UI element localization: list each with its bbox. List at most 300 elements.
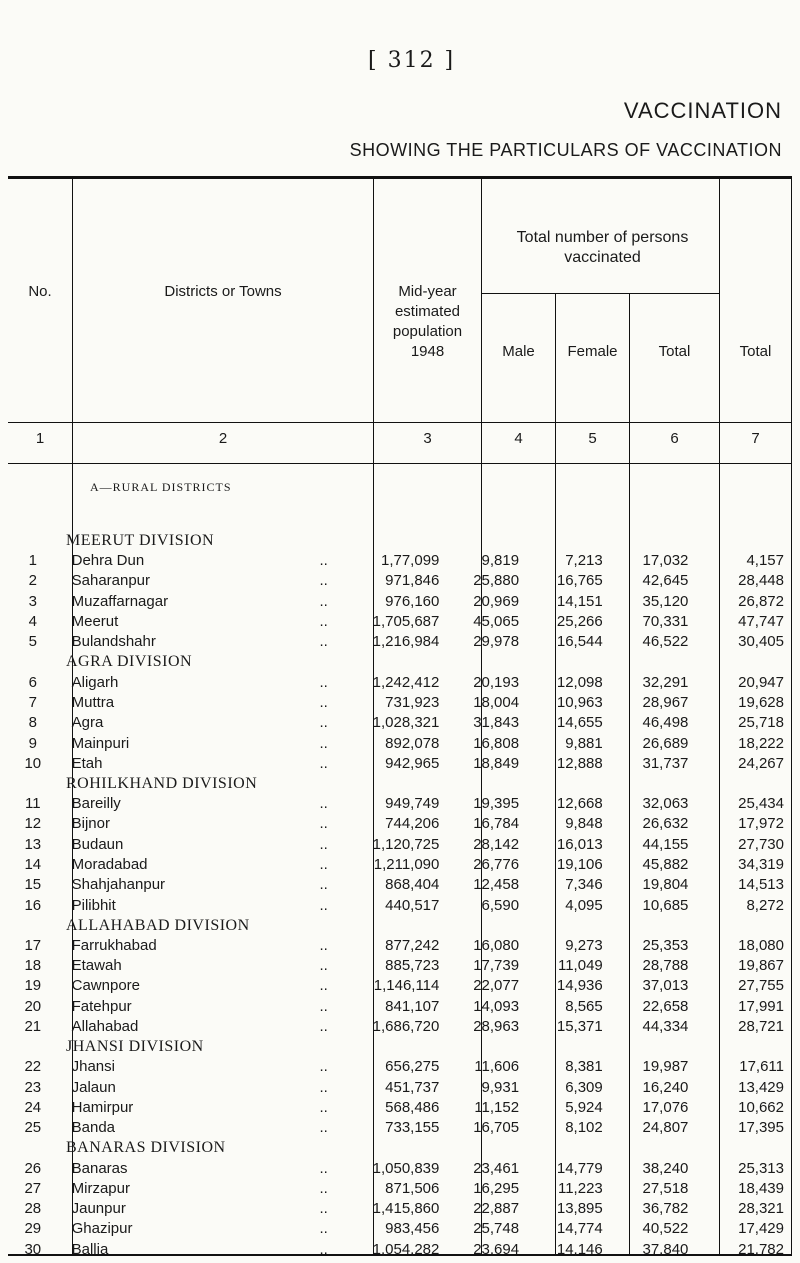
leader-dots: .. <box>319 633 328 651</box>
male-cell: 11,606 <box>474 1058 520 1076</box>
total-cell: 38,240 <box>642 1159 689 1177</box>
table-row <box>8 1017 792 1037</box>
male-cell: 45,065 <box>473 613 520 631</box>
population-cell: 744,206 <box>385 815 440 833</box>
district-name <box>58 895 332 915</box>
table-row <box>8 733 792 753</box>
total-7-cell: 14,513 <box>738 876 784 894</box>
female-cell: 14,151 <box>556 592 603 610</box>
male-cell: 23,694 <box>473 1240 520 1258</box>
row-number: 6 <box>28 673 37 691</box>
colnum-1: 1 <box>35 430 45 447</box>
total-7-cell: 30,405 <box>738 633 784 651</box>
table-row <box>8 936 792 956</box>
total-7-cell: 47,747 <box>738 613 784 631</box>
table-row <box>8 956 792 976</box>
district-label: Jalaun <box>71 1078 116 1096</box>
total-7-cell: 18,080 <box>738 936 784 954</box>
district-name <box>58 956 332 976</box>
district-label: Banda <box>71 1119 115 1137</box>
table-row <box>8 754 792 774</box>
female-cell: 16,013 <box>556 835 603 853</box>
district-label: Jhansi <box>71 1058 115 1076</box>
leader-dots: .. <box>319 552 328 570</box>
population-cell: 1,146,114 <box>373 977 440 995</box>
total-cell: 36,782 <box>642 1200 689 1218</box>
total-7-cell: 28,321 <box>738 1200 784 1218</box>
total-cell: 32,291 <box>642 673 689 691</box>
female-cell: 7,346 <box>565 876 603 894</box>
leader-dots: .. <box>319 734 328 752</box>
district-label: Banaras <box>71 1159 128 1177</box>
row-number: 22 <box>24 1058 42 1076</box>
district-label: Muttra <box>71 693 115 711</box>
leader-dots: .. <box>319 957 328 975</box>
table-row <box>8 814 792 834</box>
female-cell: 14,146 <box>556 1240 603 1258</box>
total-cell: 26,632 <box>642 815 689 833</box>
population-cell: 1,242,412 <box>372 673 440 691</box>
leader-dots: .. <box>319 876 328 894</box>
table-row <box>8 794 792 814</box>
district-name <box>58 814 332 834</box>
division-heading: BANARAS DIVISION <box>66 1139 226 1157</box>
population-cell: 1,686,720 <box>372 1018 440 1036</box>
row-number: 11 <box>25 795 41 813</box>
table-row <box>8 632 792 652</box>
table-row <box>8 855 792 875</box>
colnum-3: 3 <box>423 430 432 447</box>
leader-dots: .. <box>319 835 328 853</box>
female-cell: 12,668 <box>556 795 603 813</box>
row-number: 10 <box>24 754 42 772</box>
colnum-rule <box>8 463 792 464</box>
female-cell: 14,774 <box>556 1220 603 1238</box>
total-7-cell: 17,991 <box>738 997 784 1015</box>
header-rule <box>8 422 792 423</box>
total-7-cell: 4,157 <box>746 552 784 570</box>
total-7-cell: 21,782 <box>738 1240 784 1258</box>
total-cell: 27,518 <box>642 1179 689 1197</box>
district-name <box>58 835 332 855</box>
district-name <box>58 1118 332 1138</box>
total-7-cell: 25,313 <box>738 1159 784 1177</box>
colnum-5: 5 <box>588 430 597 447</box>
population-cell: 983,456 <box>385 1220 440 1238</box>
male-cell: 22,077 <box>473 977 520 995</box>
page-title: VACCINATION <box>623 98 782 123</box>
total-cell: 19,804 <box>642 876 689 894</box>
district-name <box>58 571 332 591</box>
row-number: 23 <box>24 1078 42 1096</box>
male-cell: 18,849 <box>473 754 520 772</box>
total-7-cell: 27,730 <box>738 835 784 853</box>
male-cell: 20,193 <box>473 673 520 691</box>
district-name <box>58 733 332 753</box>
male-cell: 26,776 <box>473 856 520 873</box>
male-cell: 29,978 <box>473 633 520 651</box>
district-label: Cawnpore <box>71 977 140 995</box>
total-cell: 35,120 <box>642 592 689 610</box>
leader-dots: .. <box>319 1200 328 1218</box>
division-heading-row <box>8 1037 792 1057</box>
header-districts: Districts or Towns <box>164 283 282 300</box>
division-heading: ROHILKHAND DIVISION <box>66 774 258 792</box>
male-cell: 9,931 <box>481 1078 520 1096</box>
table-row <box>8 612 792 632</box>
leader-dots: .. <box>319 1098 328 1116</box>
district-label: Mirzapur <box>71 1179 130 1197</box>
table-row <box>8 1158 792 1178</box>
row-number: 2 <box>28 572 37 590</box>
population-cell: 1,050,839 <box>372 1159 440 1177</box>
total-7-cell: 25,434 <box>738 795 784 813</box>
district-name <box>58 1017 332 1037</box>
population-cell: 892,078 <box>385 734 440 752</box>
total-cell: 10,685 <box>642 896 689 914</box>
table-row <box>8 875 792 895</box>
total-cell: 25,353 <box>642 936 689 954</box>
row-number: 13 <box>24 835 42 853</box>
district-label: Pilibhit <box>71 896 116 914</box>
population-cell: 949,749 <box>385 795 440 813</box>
table-row <box>8 592 792 612</box>
population-cell: 731,923 <box>385 693 440 711</box>
female-cell: 12,098 <box>556 673 603 691</box>
male-cell: 9,819 <box>481 552 520 570</box>
district-name <box>58 1098 332 1118</box>
population-cell: 1,77,099 <box>380 552 440 570</box>
male-cell: 16,080 <box>473 936 520 954</box>
total-cell: 28,967 <box>642 693 689 711</box>
leader-dots: .. <box>319 673 328 691</box>
division-heading: MEERUT DIVISION <box>66 532 215 549</box>
district-label: Muzaffarnagar <box>71 592 169 610</box>
district-label: Budaun <box>71 835 124 853</box>
male-cell: 11,152 <box>474 1098 520 1116</box>
row-number: 17 <box>24 936 42 954</box>
division-heading-row <box>8 774 792 794</box>
row-number: 8 <box>28 714 37 732</box>
female-cell: 7,213 <box>565 552 603 570</box>
district-name <box>58 693 332 713</box>
district-name <box>58 855 332 875</box>
leader-dots: .. <box>319 714 328 732</box>
district-label: Meerut <box>71 613 119 631</box>
female-cell: 19,106 <box>556 856 603 873</box>
district-name <box>58 1057 332 1077</box>
row-number: 15 <box>24 876 42 894</box>
female-cell: 11,049 <box>557 957 603 975</box>
female-cell: 16,544 <box>556 633 603 651</box>
total-7-cell: 19,628 <box>738 693 784 711</box>
district-name <box>58 1240 332 1260</box>
district-label: Ghazipur <box>71 1220 133 1238</box>
district-name <box>58 1219 332 1239</box>
district-name <box>58 1158 332 1178</box>
leader-dots: .. <box>319 1220 328 1238</box>
male-cell: 16,705 <box>473 1119 520 1137</box>
district-label: Moradabad <box>71 856 148 873</box>
male-cell: 25,748 <box>473 1220 520 1238</box>
total-cell: 26,689 <box>642 734 689 752</box>
male-cell: 18,004 <box>473 693 520 711</box>
row-number: 25 <box>24 1119 42 1137</box>
leader-dots: .. <box>319 997 328 1015</box>
colnum-7: 7 <box>751 430 760 447</box>
row-number: 4 <box>28 613 37 631</box>
total-7-cell: 18,439 <box>738 1179 784 1197</box>
page-subtitle: SHOWING THE PARTICULARS OF VACCINATION <box>349 140 782 160</box>
population-cell: 971,846 <box>385 572 440 590</box>
row-number: 20 <box>24 997 42 1015</box>
total-cell: 37,013 <box>642 977 689 995</box>
leader-dots: .. <box>319 1240 328 1258</box>
top-rule <box>8 176 792 179</box>
leader-dots: .. <box>319 754 328 772</box>
population-cell: 871,506 <box>385 1179 440 1197</box>
district-name <box>58 754 332 774</box>
header-male: Male <box>502 343 535 360</box>
male-cell: 17,739 <box>473 957 520 975</box>
leader-dots: .. <box>319 977 328 995</box>
table-row <box>8 1240 792 1260</box>
table-row <box>8 713 792 733</box>
female-cell: 9,881 <box>565 734 603 752</box>
leader-dots: .. <box>319 795 328 813</box>
total-7-cell: 27,755 <box>738 977 784 995</box>
district-name <box>58 794 332 814</box>
total-cell: 16,240 <box>642 1078 689 1096</box>
leader-dots: .. <box>319 1058 328 1076</box>
population-cell: 568,486 <box>385 1098 440 1116</box>
header-total: Total <box>658 343 691 360</box>
leader-dots: .. <box>319 815 328 833</box>
district-label: Aligarh <box>71 673 119 691</box>
division-heading: JHANSI DIVISION <box>66 1038 204 1056</box>
leader-dots: .. <box>319 1119 328 1137</box>
district-label: Bulandshahr <box>71 633 156 651</box>
female-cell: 10,963 <box>556 693 603 711</box>
total-cell: 22,658 <box>642 997 689 1015</box>
population-cell: 868,404 <box>385 876 440 894</box>
female-cell: 9,273 <box>565 936 603 954</box>
table-row <box>8 1118 792 1138</box>
row-number: 19 <box>24 977 42 995</box>
row-number: 29 <box>24 1220 42 1238</box>
district-name <box>58 936 332 956</box>
division-heading: ALLAHABAD DIVISION <box>66 916 250 934</box>
female-cell: 25,266 <box>556 613 603 631</box>
division-heading-row <box>8 1138 792 1158</box>
population-cell: 885,723 <box>385 957 440 975</box>
leader-dots: .. <box>319 896 328 914</box>
female-cell: 8,381 <box>565 1058 603 1076</box>
total-cell: 24,807 <box>642 1119 689 1137</box>
colnum-6: 6 <box>670 430 679 447</box>
district-name <box>58 672 332 692</box>
female-cell: 14,779 <box>556 1159 603 1177</box>
table-row <box>8 1199 792 1219</box>
female-cell: 14,936 <box>556 977 603 995</box>
male-cell: 6,590 <box>481 896 520 914</box>
male-cell: 16,295 <box>473 1179 520 1197</box>
total-7-cell: 26,872 <box>738 592 784 610</box>
header-population-line2: estimated <box>394 303 461 320</box>
row-number: 9 <box>28 734 37 752</box>
header-female: Female <box>567 343 618 360</box>
female-cell: 8,565 <box>565 997 603 1015</box>
total-cell: 40,522 <box>642 1220 689 1238</box>
district-name <box>58 612 332 632</box>
population-cell: 440,517 <box>385 896 440 914</box>
division-heading-row <box>8 652 792 672</box>
district-label: Hamirpur <box>71 1098 134 1116</box>
population-cell: 1,216,984 <box>372 633 440 651</box>
district-name <box>58 551 332 571</box>
row-number: 5 <box>28 633 37 651</box>
row-number: 16 <box>24 896 42 914</box>
population-cell: 877,242 <box>385 936 440 954</box>
table-row <box>8 1057 792 1077</box>
total-7-cell: 28,721 <box>738 1018 784 1036</box>
district-label: Allahabad <box>71 1018 139 1036</box>
district-label: Shahjahanpur <box>71 876 166 894</box>
district-label: Saharanpur <box>71 572 151 590</box>
total-7-cell: 28,448 <box>738 572 784 590</box>
total-7-cell: 20,947 <box>738 673 784 691</box>
male-cell: 23,461 <box>473 1159 520 1177</box>
header-population-line3: population <box>392 323 463 340</box>
row-number: 1 <box>28 552 37 570</box>
table-row <box>8 1219 792 1239</box>
row-number: 18 <box>24 957 42 975</box>
colnum-2: 2 <box>218 430 228 447</box>
population-cell: 451,737 <box>385 1078 440 1096</box>
total-cell: 70,331 <box>642 613 689 631</box>
table-row <box>8 1098 792 1118</box>
male-cell: 31,843 <box>473 714 520 732</box>
row-number: 24 <box>24 1098 42 1116</box>
female-cell: 15,371 <box>556 1018 603 1036</box>
female-cell: 9,848 <box>565 815 603 833</box>
table-row <box>8 1179 792 1199</box>
female-cell: 13,895 <box>556 1200 603 1218</box>
district-name <box>58 592 332 612</box>
total-cell: 44,334 <box>642 1018 689 1036</box>
row-number: 26 <box>24 1159 42 1177</box>
female-cell: 8,102 <box>565 1119 603 1137</box>
row-number: 30 <box>24 1240 42 1258</box>
total-7-cell: 19,867 <box>738 957 784 975</box>
total-7-cell: 13,429 <box>738 1078 784 1096</box>
district-label: Jaunpur <box>71 1200 126 1218</box>
header-population-line4: 1948 <box>410 343 445 360</box>
male-cell: 19,395 <box>473 795 520 813</box>
male-cell: 12,458 <box>473 876 520 894</box>
table-row <box>8 1078 792 1098</box>
header-group: Total number of persons vaccinated <box>516 229 689 266</box>
table-row <box>8 997 792 1017</box>
district-name <box>58 976 332 996</box>
population-cell: 1,028,321 <box>372 714 440 732</box>
district-label: Etah <box>71 754 103 772</box>
total-7-cell: 17,972 <box>738 815 784 833</box>
leader-dots: .. <box>319 936 328 954</box>
total-7-cell: 17,395 <box>738 1119 784 1137</box>
table-row <box>8 672 792 692</box>
leader-dots: .. <box>319 1179 328 1197</box>
population-cell: 976,160 <box>385 592 440 610</box>
district-name <box>58 632 332 652</box>
total-cell: 46,522 <box>642 633 689 651</box>
population-cell: 1,120,725 <box>372 835 440 853</box>
district-name <box>58 997 332 1017</box>
colnum-4: 4 <box>514 430 523 447</box>
population-cell: 1,211,090 <box>373 856 440 873</box>
leader-dots: .. <box>319 856 328 873</box>
female-cell: 5,924 <box>565 1098 603 1116</box>
total-cell: 37,840 <box>642 1240 689 1258</box>
total-cell: 17,076 <box>642 1098 689 1116</box>
leader-dots: .. <box>319 613 328 631</box>
total-7-cell: 17,429 <box>738 1220 784 1238</box>
table-row <box>8 895 792 915</box>
district-label: Etawah <box>71 957 122 975</box>
section-label: A—RURAL DISTRICTS <box>90 480 232 494</box>
division-heading: AGRA DIVISION <box>66 653 193 671</box>
district-label: Dehra Dun <box>71 552 145 570</box>
total-cell: 44,155 <box>642 835 689 853</box>
total-7-cell: 18,222 <box>738 734 784 752</box>
population-cell: 733,155 <box>385 1119 440 1137</box>
row-number: 28 <box>24 1200 42 1218</box>
female-cell: 16,765 <box>556 572 603 590</box>
district-label: Bareilly <box>71 795 121 813</box>
district-name <box>58 1078 332 1098</box>
district-name <box>58 1199 332 1219</box>
total-7-cell: 10,662 <box>738 1098 784 1116</box>
row-number: 12 <box>24 815 42 833</box>
district-label: Bijnor <box>71 815 110 833</box>
table-row <box>8 976 792 996</box>
population-cell: 942,965 <box>385 754 440 772</box>
male-cell: 22,887 <box>473 1200 520 1218</box>
population-cell: 1,054,282 <box>372 1240 440 1258</box>
table-row <box>8 835 792 855</box>
total-cell: 45,882 <box>642 856 689 873</box>
total-cell: 28,788 <box>642 957 689 975</box>
female-cell: 4,095 <box>565 896 603 914</box>
header-total-7: Total <box>739 343 772 360</box>
district-label: Ballia <box>71 1240 109 1258</box>
district-name <box>58 875 332 895</box>
population-cell: 1,705,687 <box>372 613 440 631</box>
population-cell: 1,415,860 <box>372 1200 440 1218</box>
row-number: 27 <box>24 1179 42 1197</box>
header-population-line1: Mid-year <box>398 283 457 300</box>
vaccination-table <box>8 531 792 1260</box>
total-cell: 32,063 <box>642 795 689 813</box>
male-cell: 20,969 <box>473 592 520 610</box>
total-7-cell: 34,319 <box>738 856 784 873</box>
leader-dots: .. <box>319 693 328 711</box>
male-cell: 16,808 <box>473 734 520 752</box>
female-cell: 6,309 <box>565 1078 603 1096</box>
female-cell: 11,223 <box>557 1179 603 1197</box>
district-label: Fatehpur <box>71 997 132 1015</box>
total-cell: 31,737 <box>642 754 689 772</box>
